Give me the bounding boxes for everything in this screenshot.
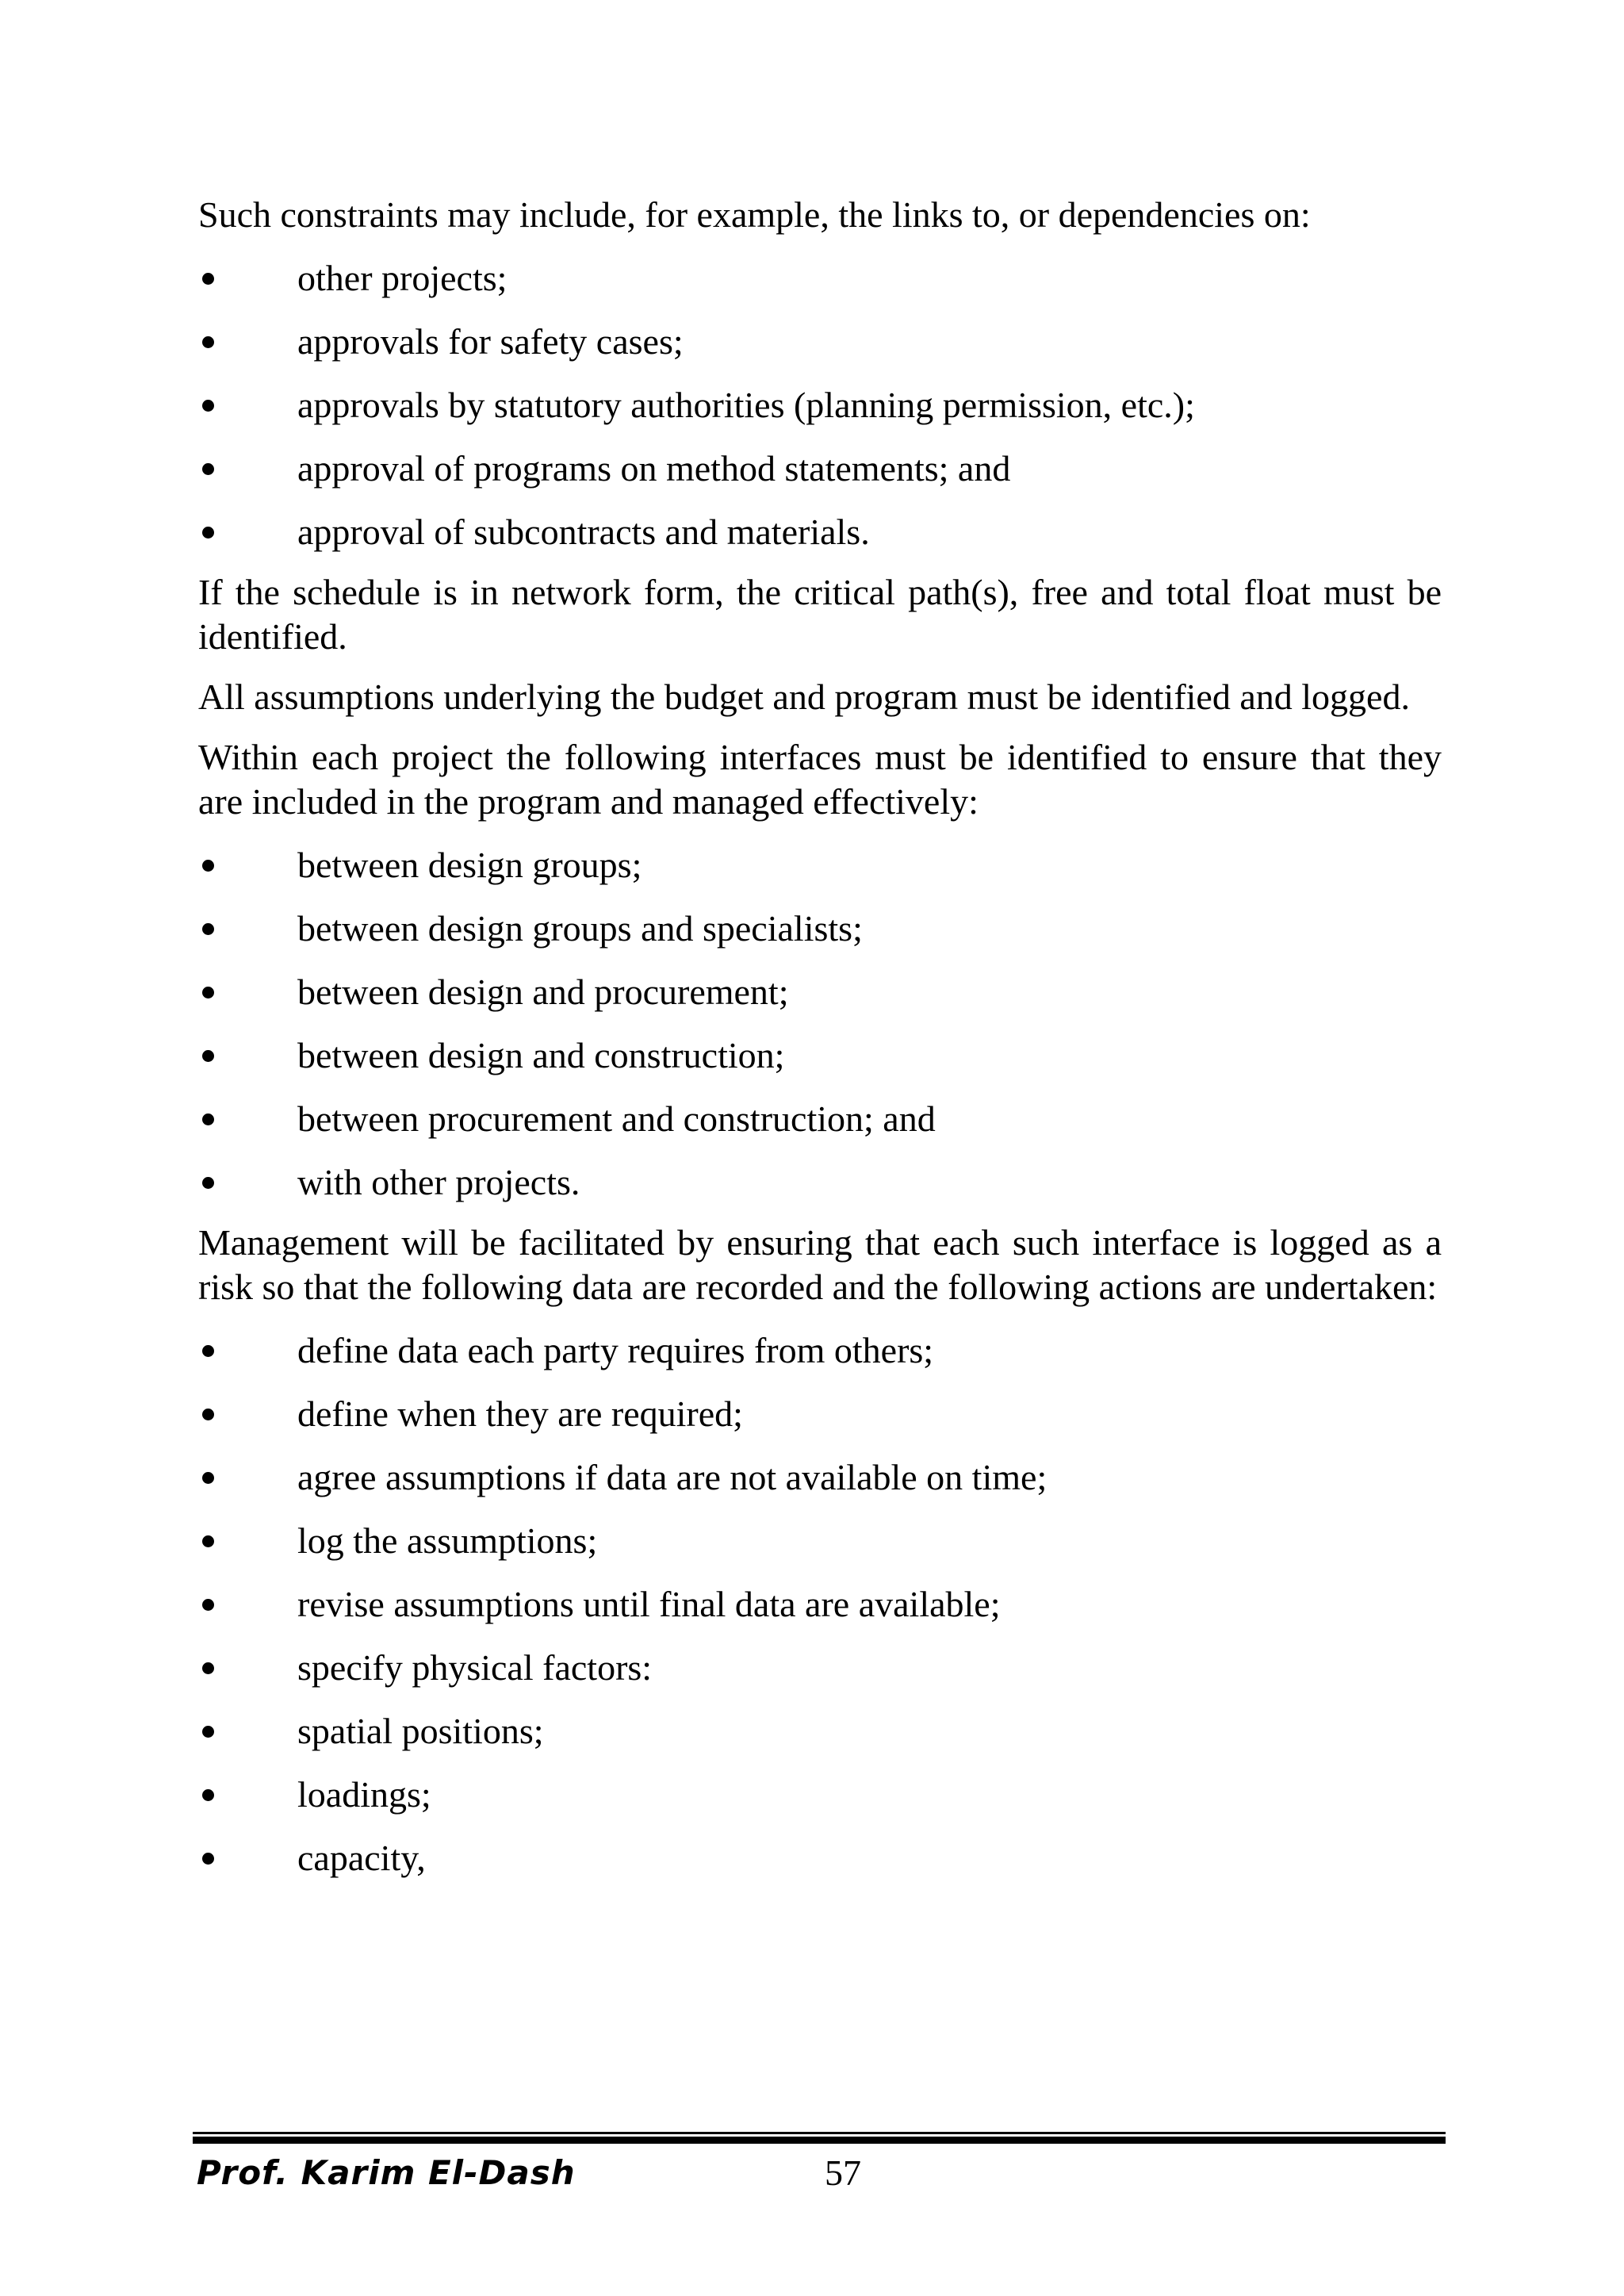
footer-divider-thin [193,2132,1446,2134]
list-item-text: approvals for safety cases; [297,321,684,362]
bullet-icon [202,1114,214,1125]
list-item [198,383,1442,427]
list-item-text: approvals by statutory authorities (planning permission, etc.); [297,385,1195,425]
bullet-icon [202,1472,214,1484]
list-item [198,1328,1442,1373]
list-item [198,1773,1442,1817]
list-item-text: agree assumptions if data are not available on time; [297,1457,1048,1497]
bullet-icon [202,1345,214,1357]
page-body [198,193,1442,1880]
list-item-text: define when they are required; [297,1393,743,1434]
bullet-icon [202,1789,214,1801]
list-item-text: with other projects. [297,1162,580,1202]
list-item-text: between design groups and specialists; [297,908,863,949]
list-item-text: between design and procurement; [297,972,789,1012]
interfaces-list [198,843,1442,1205]
bullet-icon [202,1599,214,1611]
list-item [198,1582,1442,1627]
list-item [198,510,1442,554]
paragraph-schedule: If the schedule is in network form, the critical path(s), free and total float must be identified. [198,572,1442,657]
list-item-text: between design and construction; [297,1035,785,1075]
list-item [198,907,1442,951]
bullet-icon [202,273,214,285]
constraints-list [198,256,1442,554]
bullet-icon [202,923,214,935]
list-item-text: loadings; [297,1774,431,1815]
list-item-text: other projects; [297,258,508,298]
list-item-text: between procurement and construction; and [297,1098,936,1139]
paragraph-management: Management will be facilitated by ensuring that each such interface is logged as a risk so that the following data are recorded and the following actions are undertaken: [198,1222,1442,1307]
paragraph-constraints-intro: Such constraints may include, for example, the links to, or dependencies on: [198,194,1311,235]
list-item-text: approval of subcontracts and materials. [297,512,870,552]
list-item [198,1646,1442,1690]
list-item [198,843,1442,887]
paragraph-interfaces-intro: Within each project the following interfaces must be identified to ensure that they are included in the program and managed effectively: [198,737,1442,822]
bullet-icon [202,1050,214,1062]
bullet-icon [202,1409,214,1420]
list-item [198,1392,1442,1436]
bullet-icon [202,1662,214,1674]
list-item [198,1519,1442,1563]
list-item-text: between design groups; [297,845,642,885]
footer-divider-thick [193,2137,1446,2144]
list-item-text: spatial positions; [297,1711,544,1751]
list-item [198,1160,1442,1205]
list-item [198,256,1442,301]
list-item-text: define data each party requires from others; [297,1330,934,1370]
list-item [198,970,1442,1014]
bullet-icon [202,860,214,872]
paragraph-assumptions: All assumptions underlying the budget and program must be identified and logged. [198,677,1410,717]
bullet-icon [202,463,214,475]
list-item-text: approval of programs on method statements; and [297,448,1011,489]
bullet-icon [202,400,214,412]
list-item-text: log the assumptions; [297,1520,598,1561]
list-item [198,1836,1442,1880]
bullet-icon [202,987,214,999]
list-item [198,320,1442,364]
bullet-icon [202,1535,214,1547]
page-number: 57 [825,2152,861,2193]
list-item-text: capacity, [297,1838,426,1878]
list-item [198,447,1442,491]
list-item [198,1455,1442,1500]
bullet-icon [202,1853,214,1865]
list-item-text: specify physical factors: [297,1647,653,1688]
list-item-text: revise assumptions until final data are available; [297,1584,1001,1624]
bullet-icon [202,527,214,539]
footer-author: Prof. Karim El-Dash [197,2153,576,2192]
list-item [198,1709,1442,1754]
bullet-icon [202,1726,214,1738]
bullet-icon [202,1177,214,1189]
bullet-icon [202,336,214,348]
list-item [198,1033,1442,1078]
list-item [198,1097,1442,1141]
actions-list [198,1328,1442,1880]
